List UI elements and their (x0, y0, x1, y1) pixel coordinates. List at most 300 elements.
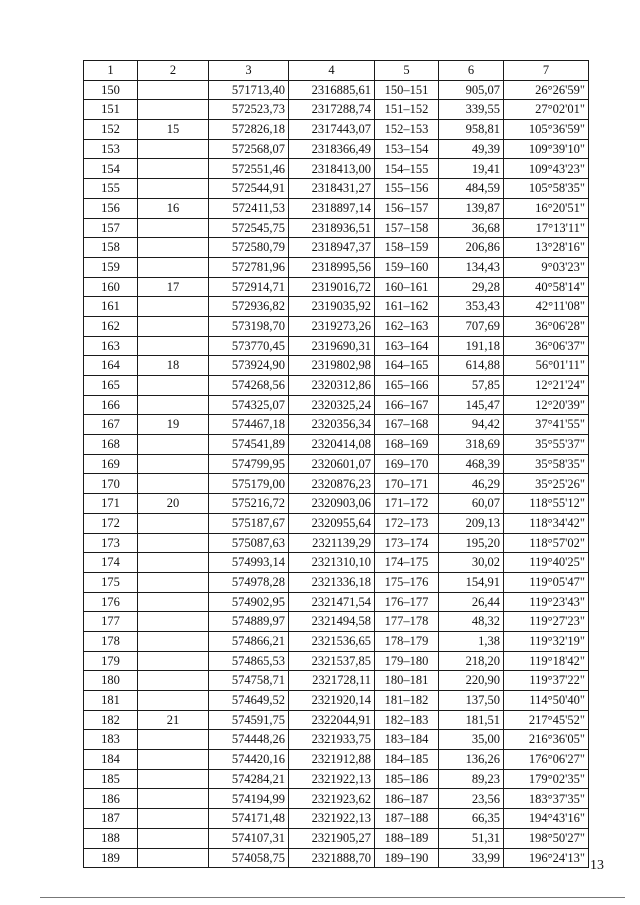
point-number-cell: 151 (84, 100, 138, 120)
y-coordinate-cell: 2320325,24 (289, 395, 375, 415)
segment-cell: 175–176 (375, 572, 439, 592)
distance-cell: 23,56 (439, 789, 504, 809)
group-number-cell (138, 316, 209, 336)
distance-cell: 209,13 (439, 513, 504, 533)
distance-cell: 139,87 (439, 198, 504, 218)
distance-cell: 57,85 (439, 376, 504, 396)
y-coordinate-cell: 2320414,08 (289, 435, 375, 455)
point-number-cell: 178 (84, 631, 138, 651)
x-coordinate-cell: 573770,45 (209, 336, 289, 356)
x-coordinate-cell: 572781,96 (209, 257, 289, 277)
distance-cell: 30,02 (439, 553, 504, 573)
distance-cell: 191,18 (439, 336, 504, 356)
segment-cell: 173–174 (375, 533, 439, 553)
bearing-cell: 119°23'43" (504, 592, 589, 612)
bearing-cell: 36°06'28" (504, 316, 589, 336)
x-coordinate-cell: 574107,31 (209, 828, 289, 848)
table-row (84, 612, 589, 632)
bearing-cell: 114°50'40" (504, 691, 589, 711)
bearing-cell: 37°41'55" (504, 415, 589, 435)
bearing-cell: 179°02'35" (504, 769, 589, 789)
table-row (84, 198, 589, 218)
table-row (84, 100, 589, 120)
y-coordinate-cell: 2320356,34 (289, 415, 375, 435)
segment-cell: 184–185 (375, 750, 439, 770)
group-number-cell: 15 (138, 120, 209, 140)
y-coordinate-cell: 2320601,07 (289, 454, 375, 474)
x-coordinate-cell: 574541,89 (209, 435, 289, 455)
bearing-cell: 176°06'27" (504, 750, 589, 770)
table-row (84, 553, 589, 573)
segment-cell: 160–161 (375, 277, 439, 297)
bearing-cell: 26°26'59" (504, 80, 589, 100)
group-number-cell (138, 159, 209, 179)
x-coordinate-cell: 574194,99 (209, 789, 289, 809)
table-body (84, 80, 589, 868)
point-number-cell: 152 (84, 120, 138, 140)
table-row (84, 809, 589, 829)
header-cell-col-5: 5 (375, 61, 439, 81)
point-number-cell: 188 (84, 828, 138, 848)
segment-cell: 185–186 (375, 769, 439, 789)
y-coordinate-cell: 2321494,58 (289, 612, 375, 632)
table-row (84, 139, 589, 159)
header-cell-col-7: 7 (504, 61, 589, 81)
distance-cell: 136,26 (439, 750, 504, 770)
distance-cell: 1,38 (439, 631, 504, 651)
point-number-cell: 182 (84, 710, 138, 730)
y-coordinate-cell: 2320955,64 (289, 513, 375, 533)
point-number-cell: 162 (84, 316, 138, 336)
bearing-cell: 119°05'47" (504, 572, 589, 592)
point-number-cell: 165 (84, 376, 138, 396)
table-row (84, 218, 589, 238)
table-row (84, 80, 589, 100)
point-number-cell: 153 (84, 139, 138, 159)
group-number-cell: 19 (138, 415, 209, 435)
segment-cell: 169–170 (375, 454, 439, 474)
segment-cell: 171–172 (375, 494, 439, 514)
point-number-cell: 184 (84, 750, 138, 770)
segment-cell: 186–187 (375, 789, 439, 809)
x-coordinate-cell: 574902,95 (209, 592, 289, 612)
table-row (84, 435, 589, 455)
distance-cell: 181,51 (439, 710, 504, 730)
group-number-cell (138, 474, 209, 494)
header-cell-col-3: 3 (209, 61, 289, 81)
point-number-cell: 187 (84, 809, 138, 829)
bearing-cell: 109°43'23" (504, 159, 589, 179)
distance-cell: 195,20 (439, 533, 504, 553)
distance-cell: 48,32 (439, 612, 504, 632)
y-coordinate-cell: 2321922,13 (289, 769, 375, 789)
group-number-cell (138, 789, 209, 809)
bearing-cell: 118°34'42" (504, 513, 589, 533)
y-coordinate-cell: 2319690,31 (289, 336, 375, 356)
distance-cell: 154,91 (439, 572, 504, 592)
table-row (84, 179, 589, 199)
table-row (84, 376, 589, 396)
footer-divider (40, 897, 625, 898)
x-coordinate-cell: 574448,26 (209, 730, 289, 750)
y-coordinate-cell: 2320903,06 (289, 494, 375, 514)
group-number-cell (138, 435, 209, 455)
bearing-cell: 27°02'01" (504, 100, 589, 120)
bearing-cell: 119°18'42" (504, 651, 589, 671)
table-row (84, 513, 589, 533)
y-coordinate-cell: 2318995,56 (289, 257, 375, 277)
table-row (84, 750, 589, 770)
y-coordinate-cell: 2321933,75 (289, 730, 375, 750)
group-number-cell (138, 100, 209, 120)
distance-cell: 468,39 (439, 454, 504, 474)
bearing-cell: 12°21'24" (504, 376, 589, 396)
table-row (84, 592, 589, 612)
group-number-cell (138, 592, 209, 612)
segment-cell: 152–153 (375, 120, 439, 140)
bearing-cell: 35°58'35" (504, 454, 589, 474)
table-row (84, 691, 589, 711)
segment-cell: 156–157 (375, 198, 439, 218)
table-row (84, 848, 589, 868)
distance-cell: 206,86 (439, 238, 504, 258)
y-coordinate-cell: 2318897,14 (289, 198, 375, 218)
x-coordinate-cell: 574889,97 (209, 612, 289, 632)
x-coordinate-cell: 571713,40 (209, 80, 289, 100)
group-number-cell (138, 238, 209, 258)
x-coordinate-cell: 574058,75 (209, 848, 289, 868)
y-coordinate-cell: 2319016,72 (289, 277, 375, 297)
table-row (84, 415, 589, 435)
point-number-cell: 150 (84, 80, 138, 100)
y-coordinate-cell: 2321471,54 (289, 592, 375, 612)
segment-cell: 167–168 (375, 415, 439, 435)
point-number-cell: 160 (84, 277, 138, 297)
x-coordinate-cell: 572568,07 (209, 139, 289, 159)
segment-cell: 162–163 (375, 316, 439, 336)
table-row (84, 395, 589, 415)
group-number-cell (138, 454, 209, 474)
point-number-cell: 179 (84, 651, 138, 671)
y-coordinate-cell: 2318936,51 (289, 218, 375, 238)
x-coordinate-cell: 572545,75 (209, 218, 289, 238)
table-row (84, 828, 589, 848)
group-number-cell (138, 651, 209, 671)
x-coordinate-cell: 574171,48 (209, 809, 289, 829)
segment-cell: 188–189 (375, 828, 439, 848)
x-coordinate-cell: 572411,53 (209, 198, 289, 218)
distance-cell: 51,31 (439, 828, 504, 848)
table-row (84, 159, 589, 179)
y-coordinate-cell: 2316885,61 (289, 80, 375, 100)
point-number-cell: 157 (84, 218, 138, 238)
segment-cell: 166–167 (375, 395, 439, 415)
segment-cell: 163–164 (375, 336, 439, 356)
distance-cell: 66,35 (439, 809, 504, 829)
bearing-cell: 42°11'08" (504, 297, 589, 317)
x-coordinate-cell: 574993,14 (209, 553, 289, 573)
x-coordinate-cell: 575087,63 (209, 533, 289, 553)
x-coordinate-cell: 574268,56 (209, 376, 289, 396)
point-number-cell: 168 (84, 435, 138, 455)
distance-cell: 35,00 (439, 730, 504, 750)
x-coordinate-cell: 574799,95 (209, 454, 289, 474)
point-number-cell: 171 (84, 494, 138, 514)
segment-cell: 187–188 (375, 809, 439, 829)
bearing-cell: 36°06'37" (504, 336, 589, 356)
point-number-cell: 159 (84, 257, 138, 277)
segment-cell: 157–158 (375, 218, 439, 238)
group-number-cell (138, 769, 209, 789)
bearing-cell: 56°01'11" (504, 356, 589, 376)
y-coordinate-cell: 2321728,11 (289, 671, 375, 691)
x-coordinate-cell: 574325,07 (209, 395, 289, 415)
x-coordinate-cell: 575216,72 (209, 494, 289, 514)
y-coordinate-cell: 2321912,88 (289, 750, 375, 770)
distance-cell: 26,44 (439, 592, 504, 612)
group-number-cell: 17 (138, 277, 209, 297)
table-row (84, 651, 589, 671)
bearing-cell: 12°20'39" (504, 395, 589, 415)
y-coordinate-cell: 2321923,62 (289, 789, 375, 809)
x-coordinate-cell: 573924,90 (209, 356, 289, 376)
bearing-cell: 118°55'12" (504, 494, 589, 514)
group-number-cell: 16 (138, 198, 209, 218)
bearing-cell: 217°45'52" (504, 710, 589, 730)
group-number-cell (138, 533, 209, 553)
y-coordinate-cell: 2318413,00 (289, 159, 375, 179)
table-row (84, 454, 589, 474)
point-number-cell: 181 (84, 691, 138, 711)
distance-cell: 318,69 (439, 435, 504, 455)
bearing-cell: 17°13'11" (504, 218, 589, 238)
table-row (84, 730, 589, 750)
x-coordinate-cell: 574467,18 (209, 415, 289, 435)
y-coordinate-cell: 2320312,86 (289, 376, 375, 396)
x-coordinate-cell: 574865,53 (209, 651, 289, 671)
point-number-cell: 185 (84, 769, 138, 789)
group-number-cell (138, 809, 209, 829)
table-row (84, 297, 589, 317)
point-number-cell: 170 (84, 474, 138, 494)
point-number-cell: 155 (84, 179, 138, 199)
y-coordinate-cell: 2321536,65 (289, 631, 375, 651)
point-number-cell: 154 (84, 159, 138, 179)
segment-cell: 161–162 (375, 297, 439, 317)
group-number-cell (138, 218, 209, 238)
point-number-cell: 161 (84, 297, 138, 317)
distance-cell: 33,99 (439, 848, 504, 868)
segment-cell: 165–166 (375, 376, 439, 396)
segment-cell: 150–151 (375, 80, 439, 100)
x-coordinate-cell: 574866,21 (209, 631, 289, 651)
distance-cell: 36,68 (439, 218, 504, 238)
y-coordinate-cell: 2319802,98 (289, 356, 375, 376)
point-number-cell: 186 (84, 789, 138, 809)
group-number-cell (138, 572, 209, 592)
distance-cell: 145,47 (439, 395, 504, 415)
distance-cell: 484,59 (439, 179, 504, 199)
segment-cell: 153–154 (375, 139, 439, 159)
table-row (84, 277, 589, 297)
distance-cell: 353,43 (439, 297, 504, 317)
point-number-cell: 180 (84, 671, 138, 691)
distance-cell: 134,43 (439, 257, 504, 277)
distance-cell: 46,29 (439, 474, 504, 494)
bearing-cell: 119°27'23" (504, 612, 589, 632)
group-number-cell (138, 828, 209, 848)
bearing-cell: 35°55'37" (504, 435, 589, 455)
group-number-cell (138, 730, 209, 750)
table-row (84, 710, 589, 730)
point-number-cell: 173 (84, 533, 138, 553)
bearing-cell: 109°39'10" (504, 139, 589, 159)
segment-cell: 168–169 (375, 435, 439, 455)
segment-cell: 155–156 (375, 179, 439, 199)
y-coordinate-cell: 2321336,18 (289, 572, 375, 592)
group-number-cell (138, 80, 209, 100)
table-row (84, 356, 589, 376)
group-number-cell (138, 631, 209, 651)
header-cell-col-6: 6 (439, 61, 504, 81)
x-coordinate-cell: 573198,70 (209, 316, 289, 336)
distance-cell: 905,07 (439, 80, 504, 100)
table-row (84, 631, 589, 651)
segment-cell: 180–181 (375, 671, 439, 691)
segment-cell: 158–159 (375, 238, 439, 258)
page-number: 13 (590, 858, 604, 873)
distance-cell: 614,88 (439, 356, 504, 376)
group-number-cell (138, 513, 209, 533)
bearing-cell: 194°43'16" (504, 809, 589, 829)
y-coordinate-cell: 2321920,14 (289, 691, 375, 711)
table-row (84, 474, 589, 494)
coordinates-table (83, 60, 589, 868)
y-coordinate-cell: 2317443,07 (289, 120, 375, 140)
distance-cell: 218,20 (439, 651, 504, 671)
group-number-cell (138, 750, 209, 770)
y-coordinate-cell: 2318366,49 (289, 139, 375, 159)
point-number-cell: 183 (84, 730, 138, 750)
group-number-cell (138, 691, 209, 711)
y-coordinate-cell: 2319035,92 (289, 297, 375, 317)
distance-cell: 29,28 (439, 277, 504, 297)
bearing-cell: 198°50'27" (504, 828, 589, 848)
point-number-cell: 166 (84, 395, 138, 415)
group-number-cell (138, 336, 209, 356)
bearing-cell: 13°28'16" (504, 238, 589, 258)
bearing-cell: 196°24'13" (504, 848, 589, 868)
table-row (84, 336, 589, 356)
x-coordinate-cell: 574758,71 (209, 671, 289, 691)
y-coordinate-cell: 2321922,13 (289, 809, 375, 829)
segment-cell: 176–177 (375, 592, 439, 612)
x-coordinate-cell: 572914,71 (209, 277, 289, 297)
bearing-cell: 40°58'14" (504, 277, 589, 297)
bearing-cell: 119°40'25" (504, 553, 589, 573)
segment-cell: 174–175 (375, 553, 439, 573)
segment-cell: 183–184 (375, 730, 439, 750)
distance-cell: 89,23 (439, 769, 504, 789)
y-coordinate-cell: 2317288,74 (289, 100, 375, 120)
group-number-cell (138, 376, 209, 396)
y-coordinate-cell: 2318431,27 (289, 179, 375, 199)
x-coordinate-cell: 572523,73 (209, 100, 289, 120)
bearing-cell: 183°37'35" (504, 789, 589, 809)
x-coordinate-cell: 574591,75 (209, 710, 289, 730)
bearing-cell: 119°37'22" (504, 671, 589, 691)
point-number-cell: 163 (84, 336, 138, 356)
distance-cell: 339,55 (439, 100, 504, 120)
table-header-row (84, 61, 589, 81)
group-number-cell (138, 553, 209, 573)
distance-cell: 60,07 (439, 494, 504, 514)
segment-cell: 151–152 (375, 100, 439, 120)
x-coordinate-cell: 575179,00 (209, 474, 289, 494)
group-number-cell: 18 (138, 356, 209, 376)
x-coordinate-cell: 572580,79 (209, 238, 289, 258)
point-number-cell: 156 (84, 198, 138, 218)
x-coordinate-cell: 574420,16 (209, 750, 289, 770)
segment-cell: 154–155 (375, 159, 439, 179)
point-number-cell: 177 (84, 612, 138, 632)
group-number-cell: 20 (138, 494, 209, 514)
table-row (84, 789, 589, 809)
point-number-cell: 176 (84, 592, 138, 612)
segment-cell: 179–180 (375, 651, 439, 671)
distance-cell: 220,90 (439, 671, 504, 691)
segment-cell: 182–183 (375, 710, 439, 730)
x-coordinate-cell: 572826,18 (209, 120, 289, 140)
table-row (84, 572, 589, 592)
distance-cell: 19,41 (439, 159, 504, 179)
header-cell-col-2: 2 (138, 61, 209, 81)
point-number-cell: 175 (84, 572, 138, 592)
bearing-cell: 16°20'51" (504, 198, 589, 218)
group-number-cell (138, 612, 209, 632)
y-coordinate-cell: 2321537,85 (289, 651, 375, 671)
bearing-cell: 35°25'26" (504, 474, 589, 494)
x-coordinate-cell: 574649,52 (209, 691, 289, 711)
table-row (84, 671, 589, 691)
segment-cell: 159–160 (375, 257, 439, 277)
bearing-cell: 9°03'23" (504, 257, 589, 277)
segment-cell: 181–182 (375, 691, 439, 711)
table-row (84, 257, 589, 277)
header-cell-col-1: 1 (84, 61, 138, 81)
x-coordinate-cell: 572551,46 (209, 159, 289, 179)
point-number-cell: 167 (84, 415, 138, 435)
point-number-cell: 189 (84, 848, 138, 868)
x-coordinate-cell: 572936,82 (209, 297, 289, 317)
segment-cell: 189–190 (375, 848, 439, 868)
x-coordinate-cell: 574284,21 (209, 769, 289, 789)
y-coordinate-cell: 2321310,10 (289, 553, 375, 573)
group-number-cell: 21 (138, 710, 209, 730)
distance-cell: 707,69 (439, 316, 504, 336)
y-coordinate-cell: 2322044,91 (289, 710, 375, 730)
table-row (84, 494, 589, 514)
table-row (84, 316, 589, 336)
point-number-cell: 169 (84, 454, 138, 474)
segment-cell: 178–179 (375, 631, 439, 651)
y-coordinate-cell: 2319273,26 (289, 316, 375, 336)
bearing-cell: 118°57'02" (504, 533, 589, 553)
group-number-cell (138, 257, 209, 277)
y-coordinate-cell: 2321888,70 (289, 848, 375, 868)
group-number-cell (138, 395, 209, 415)
table-row (84, 120, 589, 140)
